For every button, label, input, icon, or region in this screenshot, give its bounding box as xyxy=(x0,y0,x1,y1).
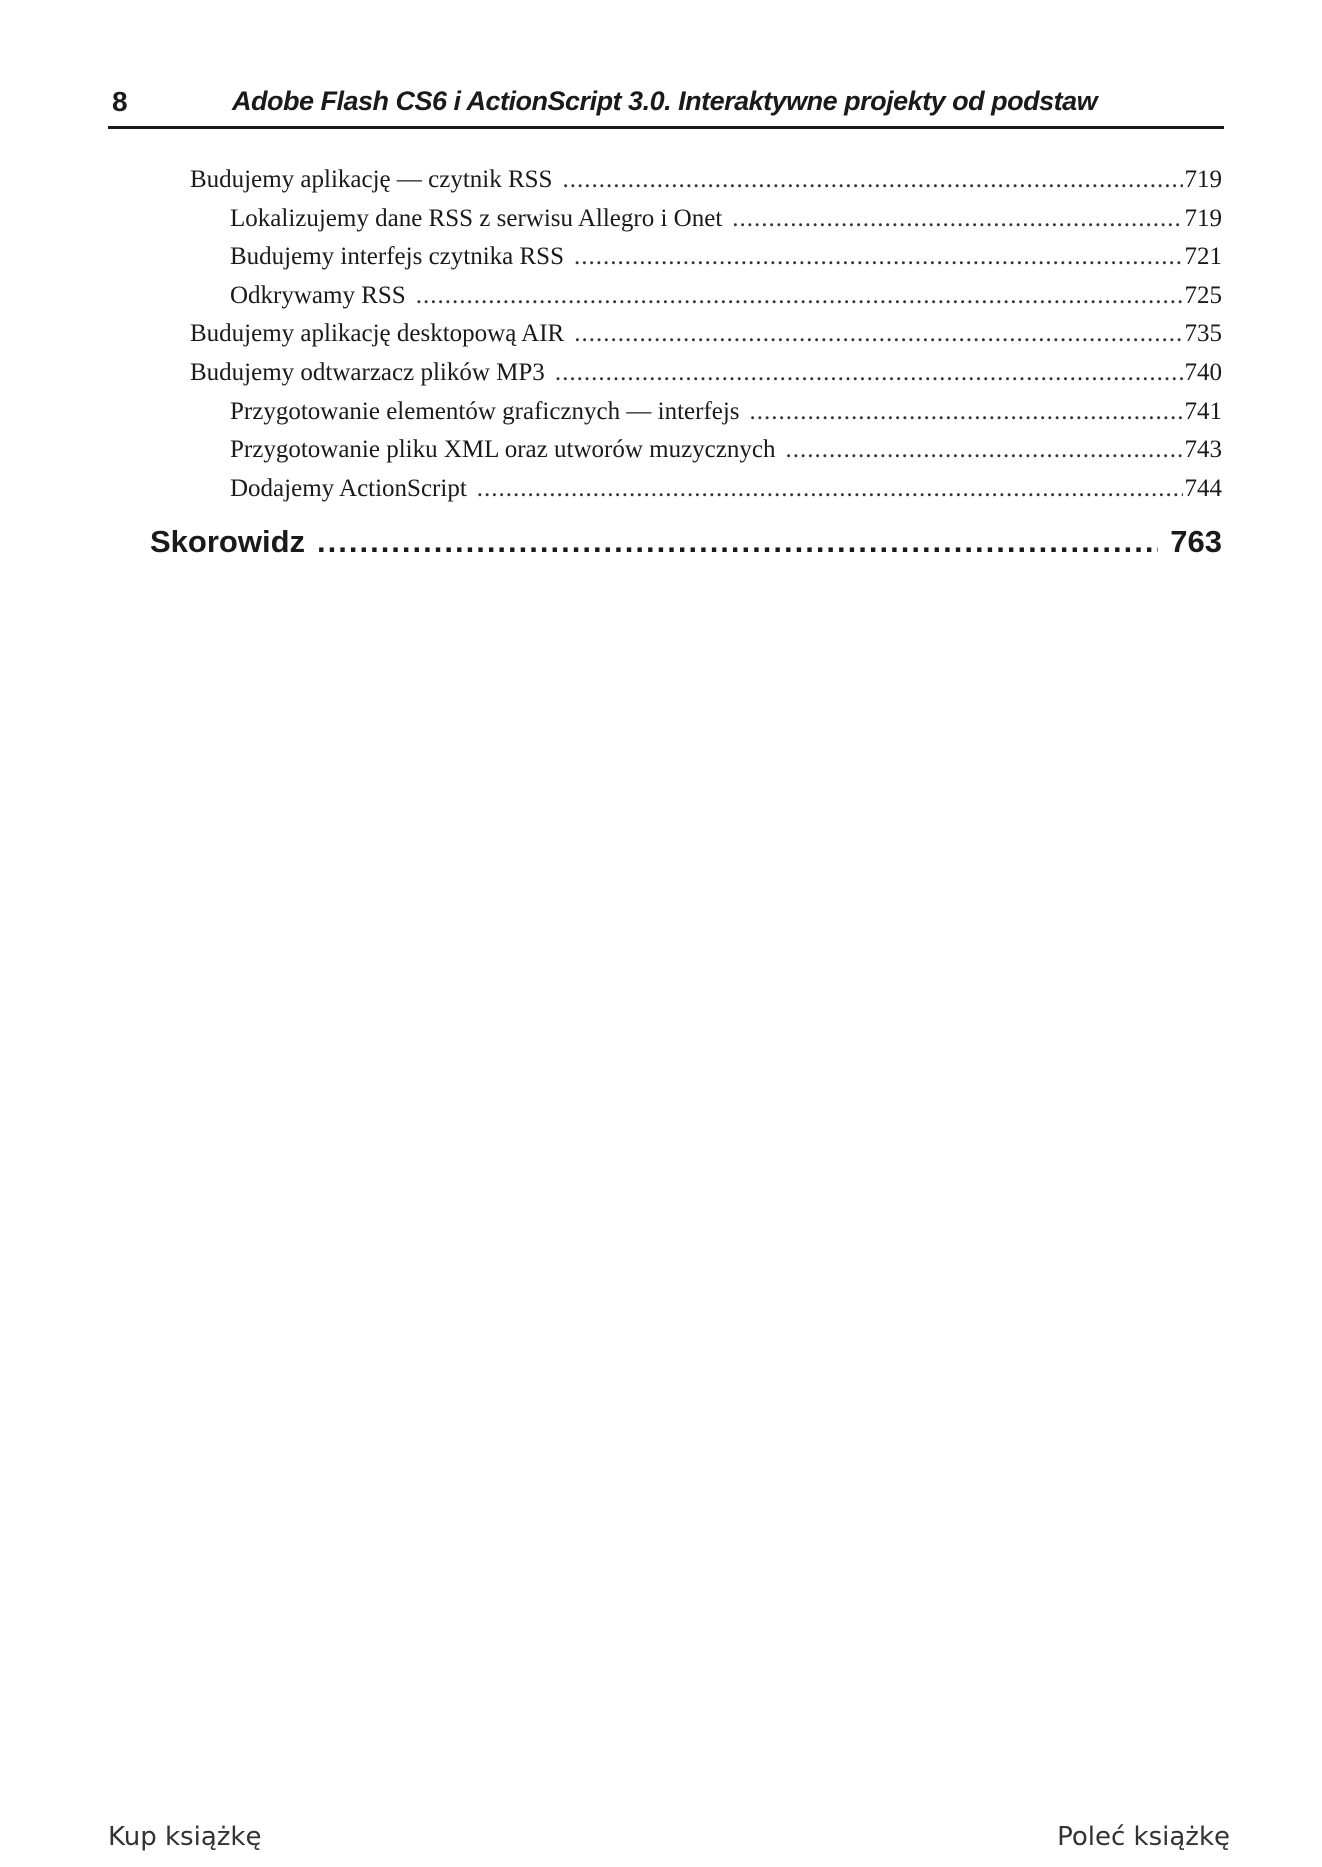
book-title: Adobe Flash CS6 i ActionScript 3.0. Interaktywne projekty od podstaw xyxy=(232,86,1098,116)
toc-entry xyxy=(190,282,1222,321)
toc-entry xyxy=(190,205,1222,244)
page-header xyxy=(108,80,1224,129)
toc-entry-page: 719 xyxy=(1184,204,1222,232)
toc-entry xyxy=(190,436,1222,475)
toc-entry-title: Przygotowanie elementów graficznych — interfejs xyxy=(230,397,740,425)
toc-entry-title: Budujemy odtwarzacz plików MP3 xyxy=(190,358,545,386)
toc-entry xyxy=(190,475,1222,514)
toc-leader-dots xyxy=(574,320,1182,348)
buy-book-link[interactable]: Kup książkę xyxy=(108,1822,262,1852)
toc-entry-title: Budujemy aplikację — czytnik RSS xyxy=(190,166,553,193)
chapter-title: Skorowidz xyxy=(150,524,306,559)
toc-leader-dots xyxy=(574,243,1183,271)
toc-leader-dots xyxy=(477,475,1183,503)
toc-entry-page: 721 xyxy=(1184,243,1222,271)
table-of-contents xyxy=(190,166,1222,513)
toc-entry-page: 725 xyxy=(1184,281,1222,309)
toc-entry-page: 744 xyxy=(1184,474,1222,502)
toc-entry xyxy=(190,320,1222,359)
toc-entry-page: 740 xyxy=(1184,358,1222,386)
chapter-entry-index xyxy=(150,524,1222,560)
toc-entry-page: 743 xyxy=(1184,436,1222,464)
toc-entry-title: Odkrywamy RSS xyxy=(230,281,406,309)
toc-entry xyxy=(190,398,1222,437)
chapter-page: 763 xyxy=(1170,524,1222,559)
page-number: 8 xyxy=(112,86,128,117)
toc-leader-dots xyxy=(750,398,1183,426)
toc-entry-page: 735 xyxy=(1184,320,1222,348)
toc-leader-dots xyxy=(732,205,1182,233)
chapter-leader-dots xyxy=(317,524,1158,560)
toc-leader-dots xyxy=(562,166,1182,194)
toc-entry xyxy=(190,359,1222,398)
toc-entry-page: 719 xyxy=(1184,166,1222,193)
toc-entry xyxy=(190,166,1222,205)
toc-entry-title: Przygotowanie pliku XML oraz utworów muzycznych xyxy=(230,436,776,464)
toc-leader-dots xyxy=(555,359,1183,387)
toc-entry-title: Budujemy aplikację desktopową AIR xyxy=(190,320,565,348)
toc-entry-title: Lokalizujemy dane RSS z serwisu Allegro i Onet xyxy=(230,204,723,232)
toc-entry xyxy=(190,243,1222,282)
toc-entry-title: Dodajemy ActionScript xyxy=(230,474,467,502)
toc-entry-title: Budujemy interfejs czytnika RSS xyxy=(230,243,564,271)
recommend-book-link[interactable]: Poleć książkę xyxy=(1057,1822,1230,1852)
toc-leader-dots xyxy=(785,436,1182,464)
toc-leader-dots xyxy=(416,282,1183,310)
toc-entry-page: 741 xyxy=(1184,397,1222,425)
